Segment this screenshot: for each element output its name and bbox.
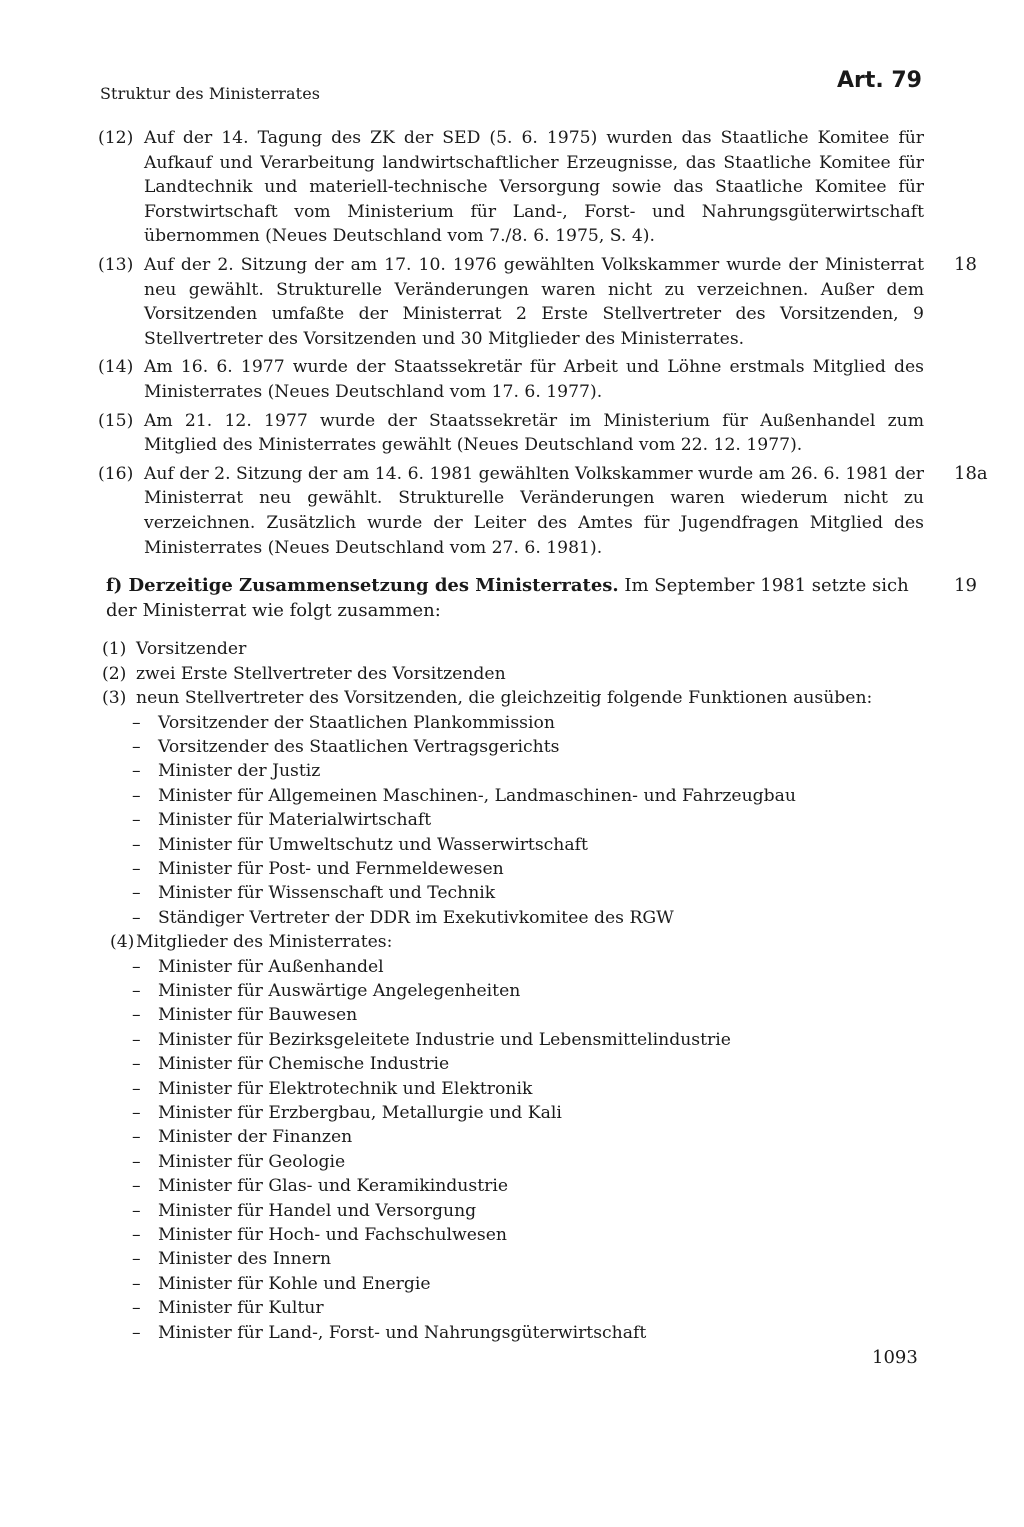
dash-bullet: – <box>132 1273 141 1294</box>
document-body <box>98 126 988 1345</box>
sublist-item-text: Minister für Außenhandel <box>158 956 384 977</box>
sublist-item <box>98 1101 924 1125</box>
sublist-item <box>98 1296 924 1320</box>
dash-bullet: – <box>132 1078 141 1099</box>
sublist-item-text: Minister für Materialwirtschaft <box>158 810 432 831</box>
section-text: Im September 1981 setzte sich der Ministerrat wie folgt zusammen: <box>106 575 909 621</box>
list-item-number: (1) <box>102 639 127 660</box>
section-f <box>98 574 977 623</box>
sublist-item <box>98 711 924 735</box>
dash-bullet: – <box>132 1029 141 1050</box>
dash-bullet: – <box>132 907 141 928</box>
sublist-item-text: Minister für Erzbergbau, Metallurgie und Kali <box>158 1103 562 1123</box>
list-item-text: zwei Erste Stellvertreter des Vorsitzenden <box>136 663 506 684</box>
sublist-item <box>98 857 924 881</box>
sublist-item-text: Minister für Land-, Forst- und Nahrungsgüterwirtschaft <box>158 1322 647 1343</box>
list-item-number: (3) <box>102 688 127 709</box>
list-item-text: neun Stellvertreter des Vorsitzenden, die gleichzeitig folgende Funktionen ausüben: <box>136 688 873 709</box>
dash-bullet: – <box>132 1005 141 1026</box>
paragraph-number: (12) <box>98 128 134 148</box>
paragraph-text: Auf der 14. Tagung des ZK der SED (5. 6. 1975) wurden das Staatliche Komitee für Aufkauf und Verarbeitung landwirtschaftlicher Erzeugnisse, das Staatliche Komitee für Landtechnik und materiell-technische Versorgung sowie das Staatliche Komitee für Forstwirtschaft vom Ministerium für Land-, Forst- und Nahrungsgüterwirtschaft übernommen (Neues Deutschland vom 7./8. 6. 1975, S. 4). <box>144 128 924 247</box>
sublist-item <box>98 1003 924 1027</box>
sublist-item <box>98 784 924 808</box>
sublist-item-text: Minister für Geologie <box>158 1151 346 1172</box>
dash-bullet: – <box>132 834 141 855</box>
dash-bullet: – <box>132 1200 141 1221</box>
paragraph-number: (13) <box>98 254 134 275</box>
sublist-item <box>98 1125 924 1149</box>
paragraph-15 <box>98 409 924 458</box>
sublist-item-text: Minister für Post- und Fernmeldewesen <box>158 858 504 879</box>
sublist-item <box>98 906 924 930</box>
sublist-item-text: Minister für Elektrotechnik und Elektronik <box>158 1078 533 1099</box>
sublist-item <box>98 1223 924 1247</box>
composition-list <box>98 637 924 1345</box>
dash-bullet: – <box>132 883 141 904</box>
sublist-item <box>98 955 924 979</box>
dash-bullet: – <box>132 712 141 733</box>
sublist-item <box>98 735 924 759</box>
sublist-item <box>98 1199 924 1223</box>
sublist-item-text: Minister für Chemische Industrie <box>158 1054 450 1075</box>
list-item <box>98 686 924 710</box>
sublist-item <box>98 1174 924 1198</box>
margin-number: 18a <box>954 462 988 484</box>
paragraph-number: (16) <box>98 463 134 484</box>
sublist-item <box>98 1321 924 1345</box>
section-heading: f) Derzeitige Zusammensetzung des Ministerrates. <box>106 575 619 597</box>
sublist-item <box>98 759 924 783</box>
sublist-item-text: Minister für Allgemeinen Maschinen-, Landmaschinen- und Fahrzeugbau <box>158 785 796 806</box>
sublist-item-text: Minister für Bauwesen <box>158 1005 358 1026</box>
sublist-item-text: Minister der Justiz <box>158 761 321 782</box>
sublist-item <box>98 1077 924 1101</box>
sublist-item <box>98 1272 924 1296</box>
sublist-item-text: Minister für Umweltschutz und Wasserwirtschaft <box>158 834 588 855</box>
paragraph-text: Auf der 2. Sitzung der am 14. 6. 1981 gewählten Volkskammer wurde am 26. 6. 1981 der Ministerrat neu gewählt. Strukturelle Veränderungen waren wiederum nicht zu verzeichnen. Zusätzlich wurde der Leiter des Amtes für Jugendfragen Mitglied des Ministerrates (Neues Deutschland vom 27. 6. 1981). <box>144 463 924 558</box>
sublist-deputies <box>98 711 924 931</box>
page-number: 1093 <box>872 1347 918 1368</box>
paragraph-text: Auf der 2. Sitzung der am 17. 10. 1976 gewählten Volkskammer wurde der Ministerrat neu gewählt. Strukturelle Veränderungen waren nicht zu verzeichnen. Außer dem Vorsitzenden umfaßte der Ministerrat 2 Erste Stellvertreter des Vorsitzenden, 9 Stellvertreter des Vorsitzenden und 30 Mitglieder des Ministerrates. <box>144 254 924 349</box>
dash-bullet: – <box>132 736 141 757</box>
sublist-members <box>98 955 924 1346</box>
paragraph-text: Am 16. 6. 1977 wurde der Staatssekretär für Arbeit und Löhne erstmals Mitglied des Ministerrates (Neues Deutschland vom 17. 6. 1977). <box>144 357 924 402</box>
sublist-item-text: Minister für Hoch- und Fachschulwesen <box>158 1225 507 1246</box>
sublist-item-text: Ständiger Vertreter der DDR im Exekutivkomitee des RGW <box>158 907 674 928</box>
sublist-item-text: Vorsitzender der Staatlichen Plankommission <box>158 712 555 733</box>
dash-bullet: – <box>132 810 141 831</box>
dash-bullet: – <box>132 1127 141 1148</box>
sublist-item <box>98 979 924 1003</box>
margin-number: 19 <box>954 575 977 597</box>
sublist-item-text: Minister für Bezirksgeleitete Industrie und Lebensmittelindustrie <box>158 1029 731 1050</box>
running-title: Struktur des Ministerrates <box>100 84 321 103</box>
sublist-item <box>98 1150 924 1174</box>
paragraph-number: (14) <box>98 357 134 378</box>
dash-bullet: – <box>132 980 141 1001</box>
paragraph-12 <box>98 126 924 249</box>
paragraph-text: Am 21. 12. 1977 wurde der Staatssekretär im Ministerium für Außenhandel zum Mitglied des Ministerrates gewählt (Neues Deutschland vom 22. 12. 1977). <box>144 410 924 456</box>
list-item-number: (2) <box>102 663 127 684</box>
sublist-item <box>98 1247 924 1271</box>
dash-bullet: – <box>132 1176 141 1197</box>
sublist-item <box>98 833 924 857</box>
sublist-item-text: Minister für Auswärtige Angelegenheiten <box>158 980 521 1001</box>
list-item-text: Vorsitzender <box>136 639 247 660</box>
list-item <box>98 637 924 661</box>
paragraph-13 <box>98 253 977 351</box>
dash-bullet: – <box>132 1151 141 1172</box>
sublist-item-text: Minister des Innern <box>158 1249 332 1270</box>
dash-bullet: – <box>132 1322 141 1343</box>
paragraph-14 <box>98 355 924 404</box>
dash-bullet: – <box>132 858 141 879</box>
dash-bullet: – <box>132 1225 141 1246</box>
list-item-text: Mitglieder des Ministerrates: <box>136 932 393 953</box>
sublist-item <box>98 881 924 905</box>
list-item <box>98 930 924 954</box>
sublist-item <box>98 808 924 832</box>
margin-number: 18 <box>954 253 977 275</box>
list-item-number: (4) <box>110 932 135 953</box>
article-number: Art. 79 <box>836 68 922 93</box>
sublist-item <box>98 1052 924 1076</box>
sublist-item-text: Minister der Finanzen <box>158 1127 353 1148</box>
dash-bullet: – <box>132 1298 141 1319</box>
dash-bullet: – <box>132 1054 141 1075</box>
dash-bullet: – <box>132 956 141 977</box>
paragraph-number: (15) <box>98 410 134 431</box>
sublist-item-text: Minister für Handel und Versorgung <box>158 1200 477 1221</box>
sublist-item-text: Minister für Kohle und Energie <box>158 1273 431 1294</box>
paragraph-16 <box>98 462 988 560</box>
sublist-item-text: Minister für Kultur <box>158 1298 324 1319</box>
sublist-item-text: Minister für Wissenschaft und Technik <box>158 883 496 904</box>
dash-bullet: – <box>132 1103 141 1123</box>
dash-bullet: – <box>132 1249 141 1270</box>
sublist-item-text: Minister für Glas- und Keramikindustrie <box>158 1176 508 1197</box>
dash-bullet: – <box>132 785 141 806</box>
dash-bullet: – <box>132 761 141 782</box>
sublist-item <box>98 1028 924 1052</box>
sublist-item-text: Vorsitzender des Staatlichen Vertragsgerichts <box>158 736 560 757</box>
list-item <box>98 662 924 686</box>
